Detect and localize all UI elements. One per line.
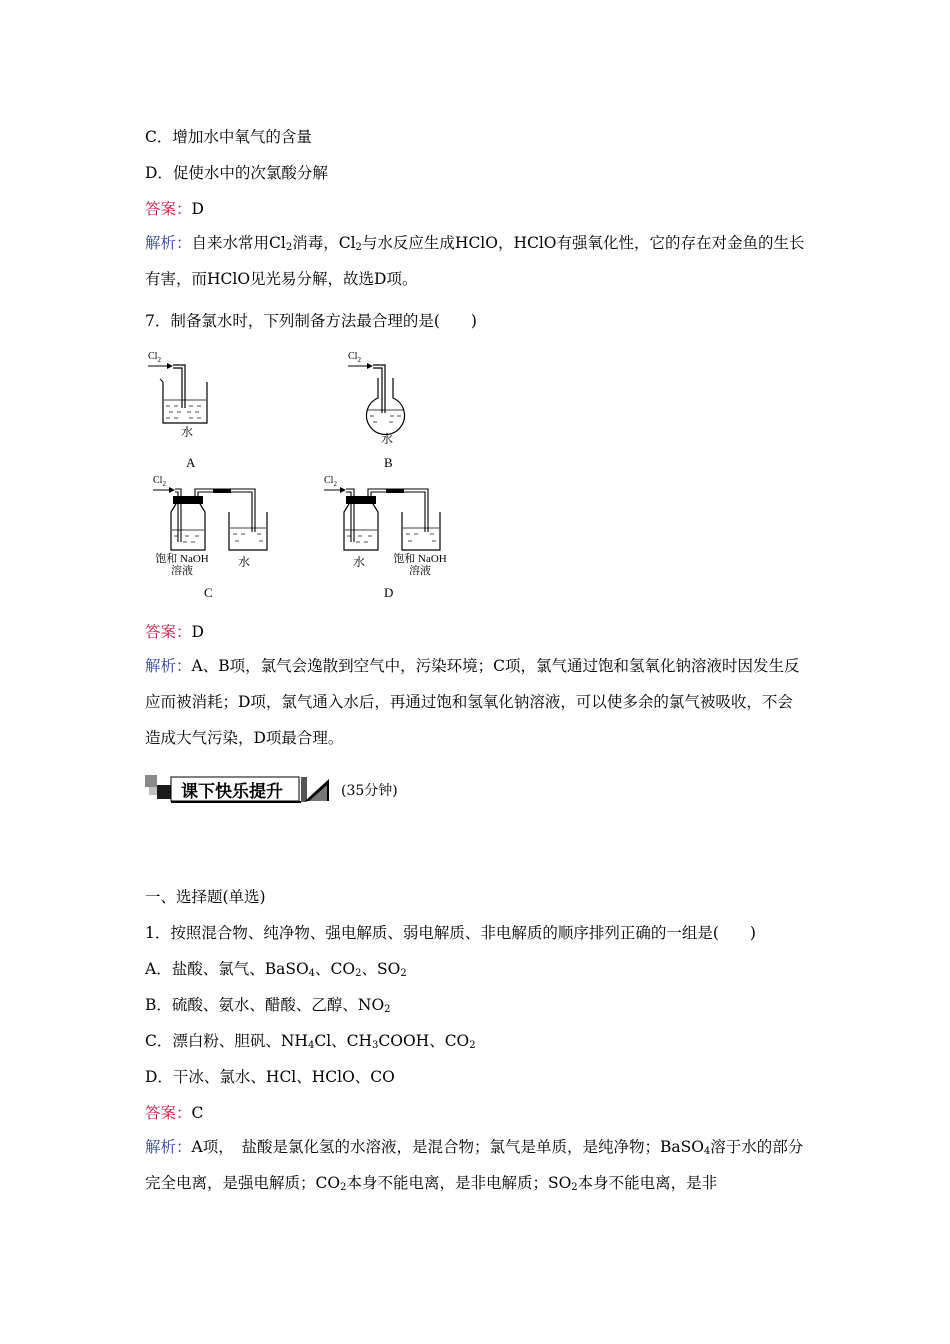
water-label: 水 — [238, 555, 251, 569]
q1-option-a — [145, 959, 407, 979]
q1-option-d: D．干冰、氯水、HCl、HClO、CO — [145, 1068, 395, 1086]
label-d: D — [384, 585, 394, 600]
apparatus-b-figure — [345, 348, 455, 473]
subscript: 2 — [469, 1040, 476, 1051]
subscript: 2 — [384, 1004, 391, 1015]
answer-value: C — [191, 1104, 204, 1122]
option-text: B．硫酸、氨水、醋酸、乙醇、NO — [145, 996, 385, 1014]
option-text: COOH、CO — [378, 1032, 470, 1050]
svg-text:Cl2: $Cl_2$ — [153, 475, 166, 488]
option-text: 、SO — [361, 960, 401, 978]
option-text: A．盐酸、氯气、BaSO — [145, 960, 309, 978]
answer-label: 答案： — [145, 200, 192, 218]
q6-option-d: D．促使水中的次氯酸分解 — [145, 164, 328, 182]
q1-option-c — [145, 1031, 476, 1051]
subscript: 3 — [372, 1040, 379, 1051]
q7-answer — [145, 622, 204, 642]
svg-text:Cl2: $Cl_2$ — [348, 351, 361, 364]
label-b: B — [384, 455, 393, 470]
q6-answer — [145, 199, 204, 219]
naoh-label — [385, 553, 455, 577]
svg-text:Cl2: $Cl_2$ — [324, 475, 337, 488]
naoh-label-line1: 饱和 NaOH — [155, 553, 209, 565]
q7-stem: 7．制备氯水时，下列制备方法最合理的是( ) — [145, 312, 477, 330]
subscript: 4 — [308, 968, 316, 979]
analysis-text: 本身不能电离，是非 — [577, 1174, 718, 1192]
subscript: 2 — [340, 1182, 347, 1193]
analysis-text: A项， 盐酸是氯化氢的水溶液，是混合物；氯气是单质，是纯净物；BaSO — [191, 1138, 704, 1156]
part1-heading: 一、选择题(单选) — [145, 888, 266, 906]
label-c: C — [204, 585, 213, 600]
q7-analysis — [145, 648, 807, 756]
analysis-text: 消毒，Cl — [292, 234, 356, 252]
section-title: 课下快乐提升 — [181, 782, 283, 802]
svg-text:Cl2: $Cl_2$ — [148, 351, 161, 364]
analysis-label: 解析： — [145, 657, 192, 675]
naoh-label-line1: 饱和 NaOH — [393, 553, 447, 565]
subscript: 4 — [703, 1146, 711, 1157]
subscript: 4 — [307, 1040, 315, 1051]
apparatus-c-figure — [145, 472, 285, 562]
apparatus-d-figure — [318, 472, 458, 562]
q1-stem: 1．按照混合物、纯净物、强电解质、弱电解质、非电解质的顺序排列正确的一组是( ) — [145, 924, 756, 942]
naoh-label-line2: 溶液 — [409, 565, 431, 577]
analysis-label: 解析： — [145, 1138, 192, 1156]
water-label: 水 — [181, 425, 194, 439]
q6-option-c: C．增加水中氧气的含量 — [145, 128, 312, 146]
answer-label: 答案： — [145, 623, 192, 641]
subscript: 2 — [285, 242, 293, 253]
q1-analysis — [145, 1129, 807, 1201]
option-text: C．漂白粉、胆矾、NH — [145, 1032, 308, 1050]
water-label: 水 — [381, 432, 394, 446]
analysis-label: 解析： — [145, 234, 192, 252]
subscript: 2 — [355, 968, 362, 979]
answer-value: D — [191, 200, 204, 218]
label-a: A — [186, 455, 196, 470]
q1-answer — [145, 1103, 203, 1123]
option-text: 、CO — [315, 960, 356, 978]
analysis-text: 自来水常用Cl — [191, 234, 286, 252]
water-label: 水 — [353, 555, 366, 569]
analysis-text: 本身不能电离，是非电解质；SO — [346, 1174, 572, 1192]
answer-value: D — [191, 623, 204, 641]
naoh-label — [147, 553, 217, 577]
naoh-label-line2: 溶液 — [171, 565, 193, 577]
section-banner — [145, 773, 398, 805]
section-time: (35分钟) — [341, 783, 398, 799]
analysis-text: 与水反应生成HClO，HClO有强氧化性，它的存在对金鱼的生长有害，而HClO见光易分解，故选D项。 — [145, 234, 805, 288]
subscript: 2 — [400, 968, 407, 979]
subscript: 2 — [571, 1182, 578, 1193]
q6-analysis — [145, 225, 807, 297]
q1-option-b — [145, 995, 391, 1015]
analysis-text: A、B项，氯气会逸散到空气中，污染环境；C项，氯气通过饱和氢氧化钠溶液时因发生反应而被消耗；D项，氯气通入水后，再通过饱和氢氧化钠溶液，可以使多余的氯气被吸收，不会造成大气污染，D项最合理。 — [145, 657, 800, 747]
analysis-text: 溶于水的部分完全电离，是强电解质；CO — [145, 1138, 804, 1192]
option-text: Cl、CH — [314, 1032, 373, 1050]
answer-label: 答案： — [145, 1104, 192, 1122]
apparatus-a-figure — [145, 348, 255, 473]
subscript: 2 — [355, 242, 362, 253]
